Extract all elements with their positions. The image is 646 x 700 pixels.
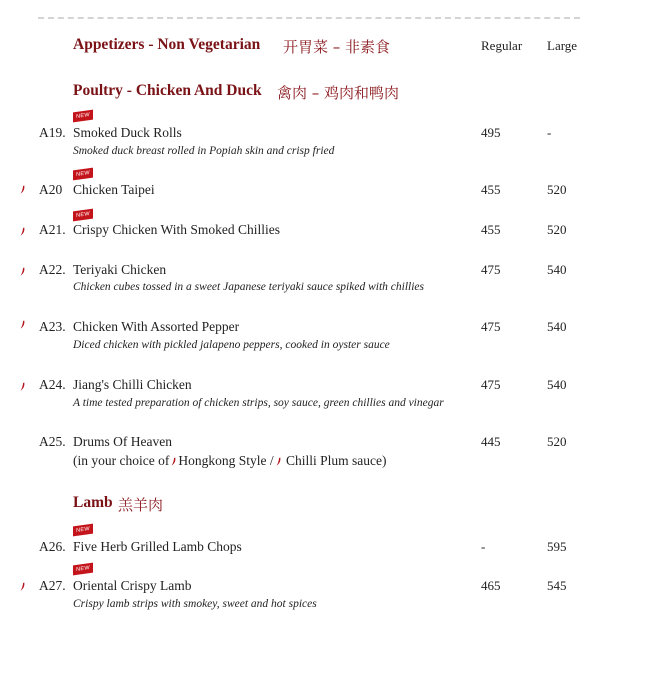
- price-large: 520: [547, 182, 567, 197]
- options-prefix: (in your choice of: [73, 453, 170, 468]
- item-name: Chicken With Assorted Pepper: [73, 319, 240, 334]
- chili-spicy-icon: [20, 582, 25, 591]
- item-code: A27.: [39, 578, 66, 593]
- new-badge: NEW: [73, 209, 93, 222]
- item-name: Crispy Chicken With Smoked Chillies: [73, 222, 280, 237]
- price-regular: 475: [481, 377, 501, 392]
- item-code: A23.: [39, 319, 66, 334]
- item-name: Teriyaki Chicken: [73, 262, 167, 277]
- item-code: A21.: [39, 222, 66, 237]
- chili-spicy-icon: [171, 457, 176, 466]
- item-code: A26.: [39, 539, 66, 554]
- price-regular: 475: [481, 319, 501, 334]
- section-title-lamb: Lamb: [73, 494, 113, 511]
- page-title-chinese: 开胃菜 – 非素食: [283, 38, 391, 56]
- item-code: A19.: [39, 125, 66, 140]
- column-header-large: Large: [547, 38, 578, 53]
- price-large: 520: [547, 222, 567, 237]
- price-large: 520: [547, 434, 567, 449]
- item-name: Jiang's Chilli Chicken: [73, 377, 192, 392]
- item-description: Crispy lamb strips with smokey, sweet and hot spices: [73, 598, 317, 610]
- new-badge: NEW: [73, 563, 93, 576]
- item-name: Chicken Taipei: [73, 182, 155, 197]
- price-regular: 445: [481, 434, 501, 449]
- chili-spicy-icon: [276, 457, 281, 466]
- section-title-poultry: Poultry - Chicken And Duck: [73, 82, 262, 99]
- item-name: Smoked Duck Rolls: [73, 125, 182, 140]
- item-code: A25.: [39, 434, 66, 449]
- chili-spicy-icon: [20, 227, 25, 236]
- option-chilli-plum: Chilli Plum sauce): [285, 453, 387, 468]
- option-hongkong-style: Hongkong Style /: [178, 453, 274, 468]
- new-badge: NEW: [73, 168, 93, 181]
- price-large: -: [547, 125, 552, 140]
- new-badge: NEW: [73, 110, 93, 123]
- price-regular: 455: [481, 222, 501, 237]
- price-regular: 455: [481, 182, 501, 197]
- dashed-divider: [38, 17, 580, 19]
- section-title-lamb-chinese: 羔羊肉: [118, 496, 164, 514]
- item-description: Smoked duck breast rolled in Popiah skin and crisp fried: [73, 145, 335, 157]
- price-large: 595: [547, 539, 567, 554]
- price-regular: 495: [481, 125, 501, 140]
- item-description: Chicken cubes tossed in a sweet Japanese teriyaki sauce spiked with chillies: [73, 281, 424, 293]
- column-header-regular: Regular: [481, 38, 523, 53]
- item-description: Diced chicken with pickled jalapeno peppers, cooked in oyster sauce: [73, 339, 390, 351]
- item-name: Five Herb Grilled Lamb Chops: [73, 539, 242, 554]
- price-large: 540: [547, 377, 567, 392]
- item-description: A time tested preparation of chicken strips, soy sauce, green chillies and vinegar: [73, 397, 444, 409]
- chili-spicy-icon: [20, 382, 25, 391]
- price-large: 545: [547, 578, 567, 593]
- chili-spicy-icon: [20, 320, 25, 329]
- price-regular: 475: [481, 262, 501, 277]
- item-name: Oriental Crispy Lamb: [73, 578, 192, 593]
- chili-spicy-icon: [20, 185, 25, 194]
- page-title: Appetizers - Non Vegetarian: [73, 36, 261, 53]
- item-code: A24.: [39, 377, 66, 392]
- price-large: 540: [547, 319, 567, 334]
- section-title-poultry-chinese: 禽肉 – 鸡肉和鸭肉: [277, 84, 400, 102]
- price-regular: 465: [481, 578, 501, 593]
- price-large: 540: [547, 262, 567, 277]
- chili-spicy-icon: [20, 267, 25, 276]
- item-options: [73, 453, 386, 469]
- item-name: Drums Of Heaven: [73, 434, 172, 449]
- item-code: A22.: [39, 262, 66, 277]
- new-badge: NEW: [73, 524, 93, 537]
- price-regular: -: [481, 539, 486, 554]
- item-code: A20: [39, 182, 63, 197]
